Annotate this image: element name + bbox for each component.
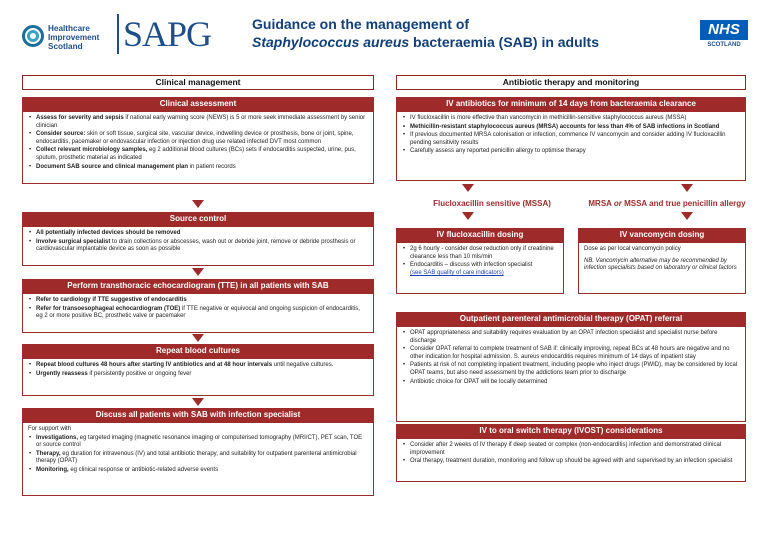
- list-item: • Consider OPAT referral to complete treatment of SAB if: clinically improving, repeat BCs at 48 hours are negative and no other indication for hospital admission. S. aureus endocarditis requires minimum of 14 days of inpatient stay: [402, 346, 740, 361]
- list-item: • Urgently reassess if persistently positive or ongoing fever: [28, 371, 368, 379]
- clinical-assessment-box: [22, 97, 374, 184]
- list-item: • Document SAB source and clinical management plan in patient records: [28, 164, 368, 172]
- list-item: • Refer for transoesophageal echocardiogram (TOE) if TTE negative or equivocal and ongoing suspicion of endocarditis, eg 2 or more positive BC, prosthetic valve or pacemaker: [28, 306, 368, 321]
- clinical-assessment-title: Clinical assessment: [22, 97, 374, 111]
- discuss-intro: For support with: [28, 426, 72, 432]
- tte-box: [22, 279, 374, 333]
- mssa-branch-label: Flucloxacillin sensitive (MSSA): [433, 199, 551, 208]
- opat-box: [396, 312, 746, 422]
- his-line-3: Scotland: [48, 41, 83, 51]
- source-control-box: [22, 212, 374, 266]
- list-item: • Investigations, eg targeted imaging (magnetic resonance imaging or computerised tomography (MRI/CT), PET scan, TOE or source control: [28, 435, 368, 450]
- vancomycin-nb-text: NB. Vancomycin alternative may be recommended by infection specialists based on laboratory or clinical factors: [584, 257, 737, 272]
- down-arrow-icon: [462, 184, 474, 192]
- list-item: • Endocarditis – discuss with infection specialist (see SAB quality of care indicators): [402, 262, 558, 277]
- his-logo: [22, 18, 114, 56]
- vancomycin-dosing-title: IV vancomycin dosing: [578, 228, 746, 242]
- list-item: • Consider source: skin or soft tissue, surgical site, vascular device, indwelling device or prosthesis, bone or joint, spine, endocarditis, pacemaker or endovascular infection or injection drug use related infected DVT most common: [28, 131, 368, 146]
- iv-antibiotics-title: IV antibiotics for minimum of 14 days from bacteraemia clearance: [396, 97, 746, 111]
- list-item: • Therapy, eg duration for intravenous (IV) and total antibiotic therapy, and suitability for outpatient parenteral antimicrobial therapy (OPAT): [28, 451, 368, 466]
- list-item: • Refer to cardiology if TTE suggestive of endocarditis: [28, 297, 368, 305]
- list-item: • Repeat blood cultures 48 hours after starting IV antibiotics and at 48 hour intervals until negative cultures.: [28, 362, 368, 370]
- repeat-blood-cultures-box: [22, 344, 374, 396]
- down-arrow-icon: [192, 334, 204, 342]
- flucloxacillin-dosing-title: IV flucloxacillin dosing: [396, 228, 564, 242]
- down-arrow-icon: [681, 212, 693, 220]
- list-item: • Methicillin-resistant staphylococcus aureus (MRSA) accounts for less than 4% of SAB infections in Scotland: [402, 124, 740, 132]
- list-item: • Monitoring, eg clinical response or antibiotic-related adverse events: [28, 467, 368, 475]
- his-logo-icon: [22, 23, 44, 51]
- vancomycin-dose-text: Dose as per local vancomycin policy: [584, 246, 681, 252]
- nhs-scotland-label: SCOTLAND: [707, 42, 741, 48]
- source-control-title: Source control: [22, 212, 374, 226]
- ivost-title: IV to oral switch therapy (IVOST) considerations: [396, 424, 746, 438]
- discuss-specialist-box: [22, 408, 374, 496]
- ivost-box: [396, 424, 746, 482]
- list-item: • OPAT appropriateness and suitability requires evaluation by an OPAT infection specialist and specialist nurse before discharge: [402, 330, 740, 345]
- down-arrow-icon: [192, 200, 204, 208]
- list-item: • Collect relevant microbiology samples, eg 2 additional blood cultures (BCs) sets if endocarditis suspected, urine, pus, sputum, prosthetic material as indicated: [28, 147, 368, 162]
- flucloxacillin-dosing-box: [396, 228, 564, 294]
- title-rest: bacteraemia (SAB) in adults: [409, 34, 599, 50]
- nhs-logo: NHS: [700, 20, 748, 40]
- list-item: • Assess for severity and sepsis if national early warning score (NEWS) is 5 or more seek immediate assessment by senior clinician: [28, 115, 368, 130]
- sab-quality-link[interactable]: (see SAB quality of care indicators): [410, 269, 504, 276]
- list-item: • Carefully assess any reported penicillin allergy to optimise therapy: [402, 148, 740, 156]
- down-arrow-icon: [681, 184, 693, 192]
- antibiotic-therapy-heading: Antibiotic therapy and monitoring: [396, 75, 746, 90]
- list-item: • Oral therapy, treatment duration, monitoring and follow up should be agreed with and supervised by an infection specialist: [402, 458, 740, 466]
- down-arrow-icon: [192, 398, 204, 406]
- repeat-blood-cultures-title: Repeat blood cultures: [22, 344, 374, 358]
- iv-antibiotics-box: [396, 97, 746, 181]
- list-item: • Consider after 2 weeks of IV therapy if deep seated or complex (non-endocarditis) infection and demonstrated clinical improvement: [402, 442, 740, 457]
- page-title-line-2: [252, 34, 599, 50]
- tte-title: Perform transthoracic echocardiogram (TTE) in all patients with SAB: [22, 279, 374, 293]
- page-title-line-1: Guidance on the management of: [252, 16, 470, 32]
- opat-title: Outpatient parenteral antimicrobial therapy (OPAT) referral: [396, 312, 746, 326]
- his-line-2: Improvement: [48, 32, 100, 42]
- his-line-1: Healthcare: [48, 23, 90, 33]
- list-item: • All potentially infected devices should be removed: [28, 230, 368, 238]
- sapg-logo: SAPG: [117, 14, 211, 54]
- list-item: • IV flucloxacillin is more effective than vancomycin in methicillin-sensitive staphylococcus aureus (MSSA): [402, 115, 740, 123]
- down-arrow-icon: [462, 212, 474, 220]
- list-item: • Patients at risk of not completing inpatient treatment, including people who inject drugs (PWID), may be considered by local OPAT teams, but also need assessment by the addictions team prior to discharge: [402, 362, 740, 377]
- down-arrow-icon: [192, 268, 204, 276]
- discuss-specialist-title: Discuss all patients with SAB with infection specialist: [22, 408, 374, 422]
- list-item: • 2g 6 hourly - consider dose reduction only if creatinine clearance less than 10 mls/min: [402, 246, 558, 261]
- mrsa-branch-label: MRSA or MSSA and true penicillin allergy: [588, 199, 746, 208]
- clinical-management-heading: Clinical management: [22, 75, 374, 90]
- vancomycin-dosing-box: [578, 228, 746, 294]
- list-item: • If previous documented MRSA colonisation or infection, commence IV vancomycin and consider adding IV flucloxacillin pending sensitivity results: [402, 132, 740, 147]
- list-item: • Involve surgical specialist to drain collections or abscesses, wash out or debride joint, remove or debride prosthesis or cardiovascular implantable device as soon as possible: [28, 239, 368, 254]
- organism-name: Staphylococcus aureus: [252, 34, 410, 50]
- list-item: • Antibiotic choice for OPAT will be locally determined: [402, 379, 740, 387]
